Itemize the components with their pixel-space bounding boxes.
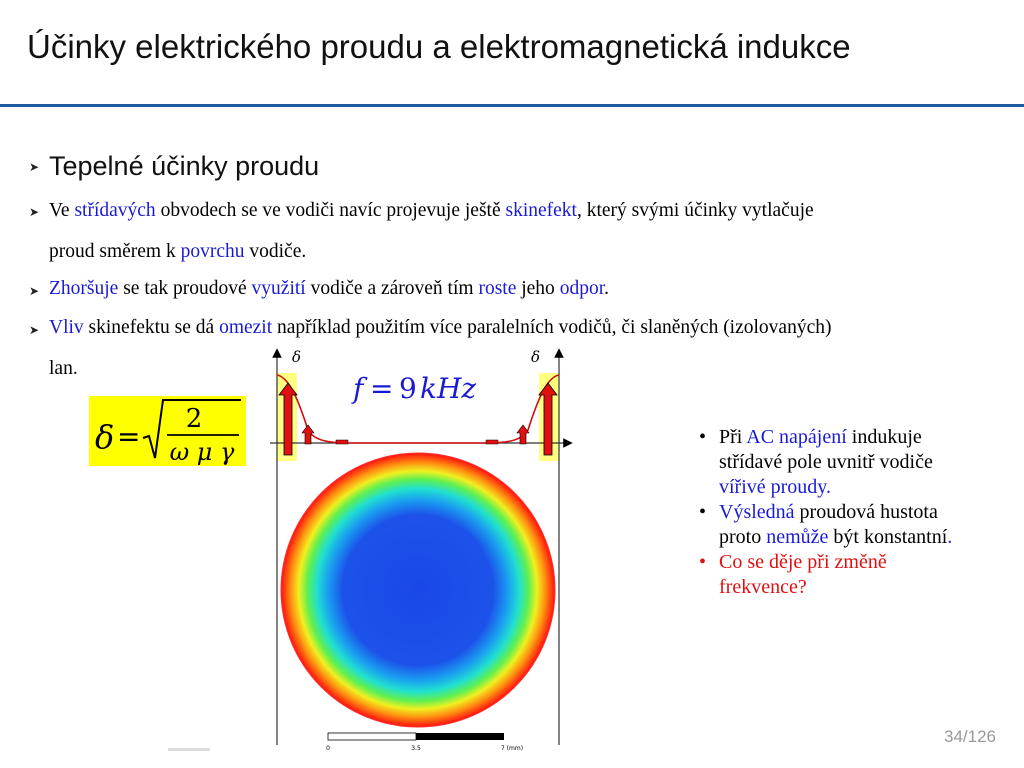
current-arrows — [279, 383, 557, 455]
svg-text:=: = — [370, 372, 394, 405]
bullet-arrow-icon: ➤ — [29, 284, 40, 298]
delta-label-right: δ — [531, 348, 541, 366]
svg-text:9: 9 — [399, 372, 417, 405]
side-note-density: • Výsledná proudová hustota proto nemůže být konstantní. — [699, 501, 953, 548]
delta-label-left: δ — [292, 348, 302, 366]
frequency-label — [351, 372, 476, 405]
section-heading: Tepelné účinky proudu — [49, 151, 320, 181]
bullet-skinefekt: Ve střídavých obvodech se ve vodiči navíc projevuje ještě skinefekt, který svými účinky vytlačuje proud směrem k povrchu vodiče. — [49, 200, 814, 262]
bullet-zhorsuje: Zhoršuje se tak proudové využití vodiče a zároveň tím roste jeho odpor. — [49, 278, 609, 299]
title-divider — [0, 104, 1024, 107]
side-notes — [699, 425, 999, 600]
bullet-arrow-icon: ➤ — [29, 160, 40, 174]
skin-depth-formula — [89, 396, 246, 466]
formula-denominator: ω μ γ — [169, 438, 235, 466]
slide-title: Účinky elektrického proudu a elektromagnetická indukce — [27, 28, 851, 65]
bullet-dot-icon: • — [699, 426, 707, 448]
conductor-cross-section — [281, 453, 555, 727]
svg-text:f: f — [353, 372, 364, 405]
bullet-arrow-icon: ➤ — [29, 323, 40, 337]
current-density-curve — [277, 375, 559, 443]
page-number: 34/126 — [944, 727, 996, 746]
side-note-question: • Co se děje při změně frekvence? — [699, 551, 887, 598]
svg-text:kHz: kHz — [420, 372, 477, 405]
formula-numerator: 2 — [185, 404, 203, 434]
formula-equals: = — [117, 420, 141, 453]
bullet-arrow-icon: ➤ — [29, 205, 40, 219]
side-note-ac: • Při AC napájení indukuje střídavé pole uvnitř vodiče vířivé proudy. — [699, 426, 933, 498]
formula-delta: δ — [95, 418, 115, 456]
bullet-dot-icon: • — [699, 551, 707, 573]
svg-text:3.5: 3.5 — [411, 745, 421, 752]
footer-mark — [168, 748, 210, 751]
bullet-dot-icon: • — [699, 501, 707, 523]
skin-effect-diagram — [250, 345, 590, 755]
svg-text:7 (mm): 7 (mm) — [500, 745, 524, 752]
bullet-vliv: Vliv skinefektu se dá omezit například použitím více paralelních vodičů, či slaněných (izolovaných) lan. — [49, 317, 832, 379]
scale-bar — [326, 733, 523, 752]
svg-text:0: 0 — [326, 745, 330, 752]
